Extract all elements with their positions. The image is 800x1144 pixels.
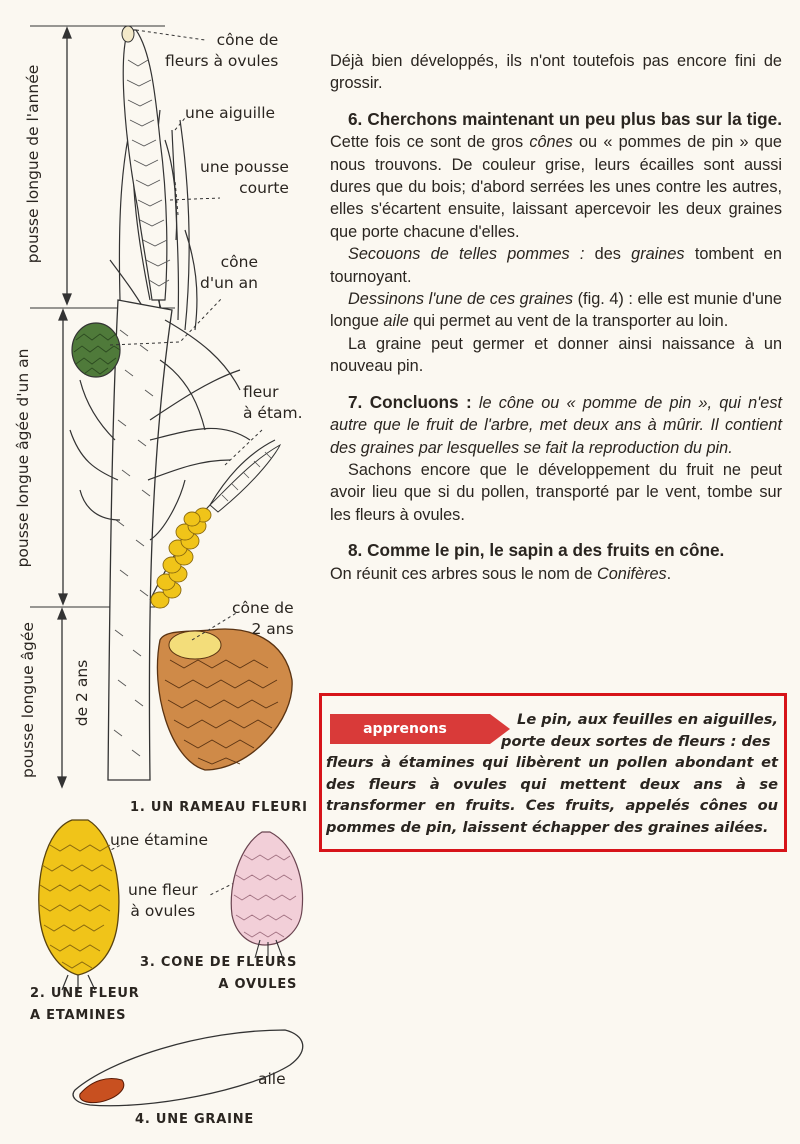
section-7-heading: 7. Concluons : [348,391,472,412]
label-pousse-annee: pousse longue de l'année [24,64,42,264]
s6-p3-italic: Dessinons l'une de ces graines [348,290,574,309]
tip-cone-shoot [122,26,170,300]
caption-fig4: 4. UNE GRAINE [135,1112,255,1127]
section-6-heading: 6. Cherchons maintenant un peu plus bas sur la tige. [348,108,782,129]
section-7-p2: Sachons encore que le développement du fruit ne peut avoir lieu que si du pollen, transporté par le vent, tombe sur les fleurs à ovules. [330,460,782,524]
s6-p2-b: tombent en tournoyant. [330,245,782,286]
label-une-aiguille: une aiguille [185,104,276,122]
paragraph-intro: Déjà bien développés, ils n'ont toutefois pas encore fini de grossir. [330,52,782,93]
dimension-arrows [58,28,71,787]
section-8-p [330,563,782,585]
section-6-p3 [330,288,782,333]
section-8 [330,539,782,562]
fig2-yellow-cone [39,820,119,992]
s6-p3-b: qui permet au vent de la transporter au loin. [408,312,729,331]
label-une-etamine: une étamine [110,831,208,849]
caption-fig3: 3. CONE DE FLEURS A OVULES [140,955,298,992]
label-pousse-courte: une pousse courte [200,158,289,197]
section-8-heading: 8. Comme le pin, le sapin a des fruits en cône. [348,540,725,561]
section-6-p2 [330,243,782,288]
s6-p3-aile: aile [383,312,409,331]
lesson-text [330,50,782,585]
label-fleur-etam: fleur à étam. [243,383,303,422]
s7-italic: le cône ou « pomme de pin », qui n'est autre que le fruit de l'arbre, met deux ans à mûrir. Il contient des graines par lesquelles se fait la reproduction du pin. [330,393,782,457]
apprenons-line2: porte deux sortes de fleurs : des [501,732,771,750]
yellow-flower-cluster [150,440,280,608]
section-7 [330,391,782,459]
s6-text-b: ou « pommes de pin » que nous trouvons. De couleur grise, leurs écailles sont aussi dures que du bois; d'abord serrées les unes contre les autres, elles s'écartent ensuite, laissant apercevoir les deux graines que porte chacune d'elles. [330,133,782,241]
s8-italic: Conifères [596,564,667,583]
fig4-seed [73,1030,303,1106]
label-cone-fleurs-text: cône de fleurs à ovules [165,31,279,70]
s6-p2-italic: Secouons de telles pommes : [348,245,585,264]
label-pousse-un-an: pousse longue âgée d'un an [14,348,32,568]
apprenons-rest: fleurs à étamines qui libèrent un pollen abondant et des fleurs à ovules qui mettent deux ans à se transformer en fruits. Ces fruits, appelés cônes ou pommes de pin, laissent échapper des graines ailées. [326,754,778,836]
label-fleur-ovules: une fleur à ovules [128,881,198,920]
green-cone [72,323,120,377]
label-de-2-ans: de 2 ans [73,659,91,727]
section-6-p4: La graine peut germer et donner ainsi naissance à un nouveau pin. [330,334,782,376]
s6-cones: cônes [529,133,573,152]
s6-text-a: Cette fois ce sont de gros [330,133,530,152]
s8-a: On réunit ces arbres sous le nom de [330,564,597,583]
apprenons-line1: Le pin, aux feuilles en aiguilles, [517,711,778,728]
apprenons-text [326,709,778,839]
label-cone-2-ans: cône de 2 ans [232,599,294,638]
caption-fig1: 1. UN RAMEAU FLEURI [130,800,308,815]
brown-cone [157,629,292,770]
label-cone-fleurs [165,30,279,72]
section-6 [330,108,782,243]
fig3-pink-cone [231,832,302,960]
apprenons-tag: apprenons [363,721,447,737]
label-cone-un-an: cône d'un an [200,253,258,292]
s6-p2-a: des [584,245,632,264]
s6-p3-a: (fig. 4) : elle est munie d'une longue [330,290,782,331]
s6-p2-graines: graines [631,245,685,264]
label-aile: aile [258,1070,286,1088]
label-pousse-agee: pousse longue âgée [19,622,37,778]
caption-fig2: 2. UNE FLEUR A ETAMINES [30,986,140,1023]
s8-b: . [666,564,672,583]
